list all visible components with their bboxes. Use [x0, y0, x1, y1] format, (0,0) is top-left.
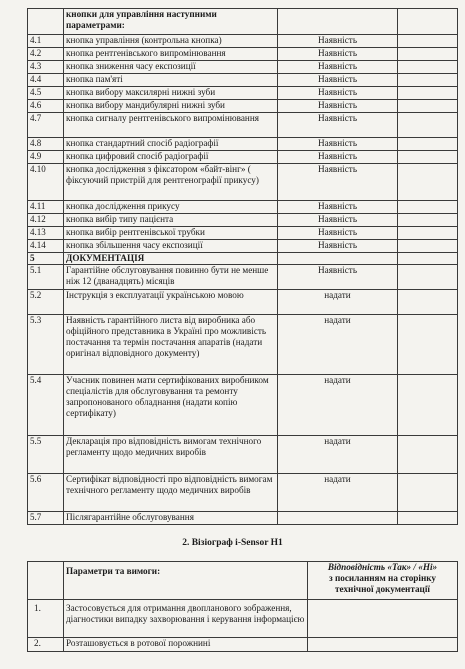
table-row: 4.3 кнопка зниження часу експозиції Наявність	[28, 61, 458, 74]
table-row: 4.11 кнопка дослідження прикусу Наявність	[28, 201, 458, 214]
table-row: 4.1 кнопка управління (контрольна кнопка) Наявність	[28, 35, 458, 48]
table-row: 4.2 кнопка рентгенівського випромінювання Наявність	[28, 48, 458, 61]
table-row: 4.10 кнопка дослідження з фіксатором «байт-вінг» ( фіксуючий пристрій для рентгенографії прикусу) Наявність	[28, 164, 458, 201]
table-row: 4.7 кнопка сигналу рентгенівського випромінювання Наявність	[28, 113, 458, 138]
table-row: 4.9 кнопка цифровий спосіб радіографії Наявність	[28, 151, 458, 164]
table-row: 5.2 Інструкція з експлуатації українською мовою надати	[28, 290, 458, 315]
table-row: 4.14 кнопка збільшення часу експозиції Наявність	[28, 240, 458, 253]
table-row: 5.3 Наявність гарантійного листа від виробника або офіційного представника в Україні про можливість постачання та термін постачання апаратів (надати оригінал відповідного документу) надати	[28, 315, 458, 375]
table-row: 5.1 Гарантійне обслуговування повинно бути не менше ніж 12 (дванадцять) місяців Наявність	[28, 265, 458, 290]
table-row: 4.4 кнопка пам'яті Наявність	[28, 74, 458, 87]
params-header: Параметри та вимоги:	[64, 562, 308, 600]
visiograph-requirements-table	[27, 561, 458, 652]
table-row: 4.6 кнопка вибору мандибулярні нижні зуби Наявність	[28, 100, 458, 113]
table-row: 5.4 Учасник повинен мати сертифікованих виробником спеціалістів для обслуговування та ремонту запропонованого обладнання (надати копію сертифікату) надати	[28, 375, 458, 436]
table-header-row	[28, 562, 458, 600]
section-header-row	[28, 253, 458, 265]
table-row: 5.7 Післягарантійне обслуговування	[28, 512, 458, 525]
table-row: 5.5 Декларація про відповідність вимогам технічного регламенту щодо медичних виробів надати	[28, 436, 458, 474]
buttons-header-text: кнопки для управління наступними параметрами:	[64, 9, 278, 35]
table-row: 5.6 Сертифікат відповідності про відповідність вимогам технічного регламенту щодо медичних виробів надати	[28, 474, 458, 512]
requirements-table	[27, 8, 458, 525]
table-row: 4.13 кнопка вибір рентгенівської трубки Наявність	[28, 227, 458, 240]
table-row: 2. Розташовується в ротової порожнині	[28, 638, 458, 652]
table-row: 4.5 кнопка вибору максилярні нижні зуби Наявність	[28, 87, 458, 100]
section-2-title: 2. Візіограф i-Sensor H1	[182, 538, 283, 548]
table-row	[28, 9, 458, 35]
table-row: 4.12 кнопка вибір типу пацієнта Наявність	[28, 214, 458, 227]
section-number: 5	[28, 253, 64, 265]
section-title: ДОКУМЕНТАЦІЯ	[64, 253, 278, 265]
answer-header: Відповідність «Так» / «Ні» з посиланням на сторінку технічної документації	[308, 562, 458, 600]
table-row: 4.8 кнопка стандартний спосіб радіографії Наявність	[28, 138, 458, 151]
table-row: 1. Застосовується для отримання двопланового зображення, діагностики випадку захворювання і керування інформацією	[28, 600, 458, 638]
